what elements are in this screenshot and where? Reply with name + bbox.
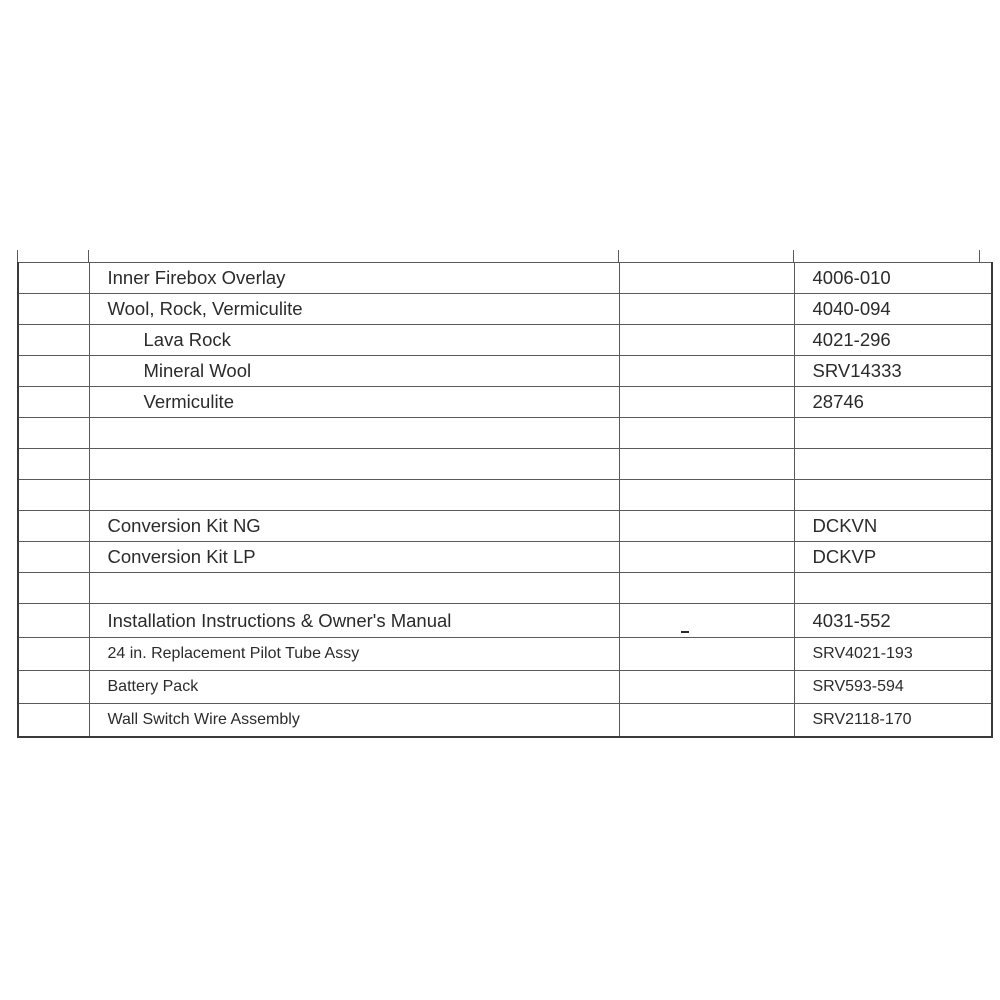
dash-mark — [681, 631, 689, 633]
row-index-cell — [18, 671, 89, 704]
row-index-cell — [18, 387, 89, 418]
table-row — [18, 449, 992, 480]
quantity-cell — [619, 511, 794, 542]
part-number-cell: SRV4021-193 — [794, 638, 992, 671]
table-row — [18, 387, 992, 418]
description-cell: 24 in. Replacement Pilot Tube Assy — [89, 638, 619, 671]
table-row — [18, 542, 992, 573]
row-index-cell — [18, 480, 89, 511]
table-row — [18, 263, 992, 294]
row-index-cell — [18, 449, 89, 480]
description-cell: Wool, Rock, Vermiculite — [89, 294, 619, 325]
description-cell — [89, 449, 619, 480]
quantity-cell — [619, 356, 794, 387]
part-number-cell: SRV2118-170 — [794, 704, 992, 737]
quantity-cell — [619, 480, 794, 511]
quantity-cell — [619, 418, 794, 449]
part-number-cell: SRV593-594 — [794, 671, 992, 704]
quantity-cell — [619, 387, 794, 418]
table-row — [18, 325, 992, 356]
quantity-cell — [619, 294, 794, 325]
table-row — [18, 573, 992, 604]
row-index-cell — [18, 511, 89, 542]
part-number-cell: 4006-010 — [794, 263, 992, 294]
table-top-edge — [17, 250, 991, 262]
table-row — [18, 480, 992, 511]
part-number-cell — [794, 573, 992, 604]
row-index-cell — [18, 604, 89, 638]
description-cell — [89, 573, 619, 604]
parts-table — [17, 262, 993, 738]
row-index-cell — [18, 263, 89, 294]
quantity-cell — [619, 449, 794, 480]
row-index-cell — [18, 294, 89, 325]
row-index-cell — [18, 638, 89, 671]
description-cell — [89, 480, 619, 511]
part-number-cell — [794, 449, 992, 480]
quantity-cell — [619, 325, 794, 356]
table-row — [18, 418, 992, 449]
part-number-cell: 4031-552 — [794, 604, 992, 638]
table-row — [18, 704, 992, 737]
row-index-cell — [18, 356, 89, 387]
description-cell: Vermiculite — [89, 387, 619, 418]
quantity-cell — [619, 573, 794, 604]
part-number-cell — [794, 418, 992, 449]
part-number-cell: 4021-296 — [794, 325, 992, 356]
description-cell: Battery Pack — [89, 671, 619, 704]
row-index-cell — [18, 573, 89, 604]
quantity-cell — [619, 604, 794, 638]
description-cell: Lava Rock — [89, 325, 619, 356]
table-row — [18, 604, 992, 638]
table-row — [18, 511, 992, 542]
description-cell: Wall Switch Wire Assembly — [89, 704, 619, 737]
description-cell: Inner Firebox Overlay — [89, 263, 619, 294]
table-row — [18, 638, 992, 671]
description-cell: Mineral Wool — [89, 356, 619, 387]
part-number-cell: DCKVN — [794, 511, 992, 542]
part-number-cell: SRV14333 — [794, 356, 992, 387]
row-index-cell — [18, 704, 89, 737]
row-index-cell — [18, 418, 89, 449]
part-number-cell: 4040-094 — [794, 294, 992, 325]
quantity-cell — [619, 704, 794, 737]
quantity-cell — [619, 263, 794, 294]
description-cell — [89, 418, 619, 449]
row-index-cell — [18, 542, 89, 573]
quantity-cell — [619, 671, 794, 704]
table-row — [18, 671, 992, 704]
table-row — [18, 294, 992, 325]
table-row — [18, 356, 992, 387]
description-cell: Conversion Kit NG — [89, 511, 619, 542]
row-index-cell — [18, 325, 89, 356]
part-number-cell: 28746 — [794, 387, 992, 418]
quantity-cell — [619, 638, 794, 671]
part-number-cell: DCKVP — [794, 542, 992, 573]
description-cell: Installation Instructions & Owner's Manual — [89, 604, 619, 638]
description-cell: Conversion Kit LP — [89, 542, 619, 573]
quantity-cell — [619, 542, 794, 573]
part-number-cell — [794, 480, 992, 511]
